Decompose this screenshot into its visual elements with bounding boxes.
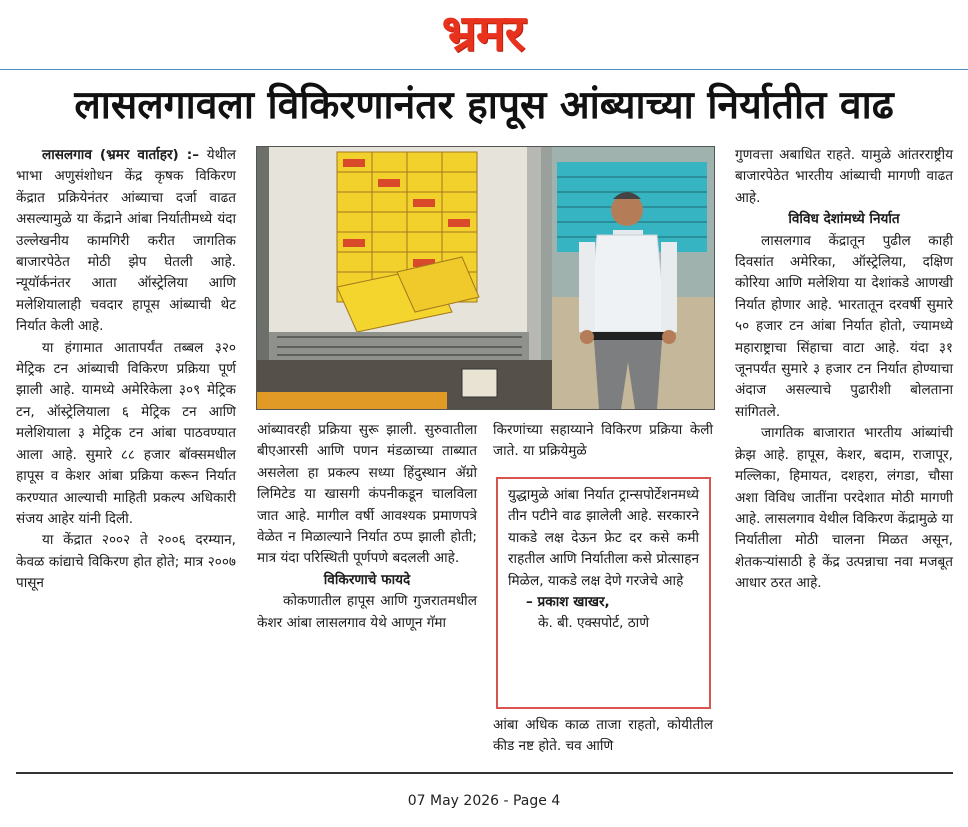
article-column-3-continued bbox=[493, 715, 713, 758]
page-footer: 07 May 2026 - Page 4 bbox=[407, 793, 561, 809]
photo-illustration bbox=[257, 147, 714, 409]
page-divider bbox=[16, 772, 953, 774]
paragraph: लासलगाव केंद्रातून पुढील काही दिवसांत अमेरिका, ऑस्ट्रेलिया, दक्षिण कोरिया आणि मलेशिया या देशांकडे आणखी निर्यात होणार आहे. भारतातून दरवर्षी सुमारे ५० हजार टन आंबा निर्यात होतो, ज्यामध्ये महाराष्ट्राचा सिंहाचा वाटा आहे. यंदा ३१ जूनपर्यंत सुमारे ३ हजार टन निर्यात होण्याचा अंदाज असल्याचे पुढारीशी बोलताना सांगितले. bbox=[735, 232, 953, 420]
paragraph: या केंद्रात २००२ ते २००६ दरम्यान, केवळ कांद्याचे विकिरण होत होते; मात्र २००७ पासून bbox=[16, 532, 236, 592]
subheading-benefits: विकिरणाचे फायदे bbox=[323, 571, 411, 588]
lead-text: येथील भाभा अणुसंशोधन केंद्र कृषक विकिरण केंद्रात प्रक्रियेनंतर आंब्याचा दर्जा वाढत असल्यामुळे या केंद्राने आंबा निर्यातीमध्ये यंदा उल्लेखनीय कामगिरी करीत जागतिक बाजारपेठेत मोठी झेप घेतली आहे. न्यूयॉर्कनंतर आता ऑस्ट्रेलिया आणि मलेशियालाही चवदार हापूस आंब्याची थेट निर्यात केली आहे. bbox=[16, 147, 236, 335]
logo-text: भ्रमर bbox=[441, 4, 525, 62]
paragraph: या हंगामात आतापर्यंत तब्बल ३२० मेट्रिक टन आंब्याची विकिरण प्रक्रिया पूर्ण झाली आहे. यामध्ये अमेरिकेला ३०९ मेट्रिक टन, ऑस्ट्रेलियाला ६ मेट्रिक टन आणि मलेशियाला ३ मेट्रिक टन आंबा पाठवण्यात आला आहे. सुमारे ८८ हजार बॉक्समधील हापूस व केशर आंबा प्रक्रिया करून निर्यात करण्यात आल्याची माहिती प्रकल्प अधिकारी संजय आहेर यांनी दिली. bbox=[16, 339, 236, 527]
article-column-1 bbox=[16, 145, 236, 595]
paragraph: आंबा अधिक काळ ताजा राहतो, कोयीतील कीड नष्ट होते. चव आणि bbox=[493, 717, 713, 755]
quote-company: के. बी. एक्सपोर्ट, ठाणे bbox=[538, 615, 650, 632]
lead-paragraph bbox=[16, 145, 236, 338]
paragraph: गुणवत्ता अबाधित राहते. यामुळे आंतरराष्ट्रीय बाजारपेठेत भारतीय आंब्याची मागणी वाढत आहे. bbox=[735, 147, 953, 206]
paragraph: कोकणातील हापूस आणि गुजरातमधील केशर आंबा लासलगाव येथे आणून गॅमा bbox=[257, 593, 477, 631]
masthead-divider bbox=[0, 69, 968, 70]
pull-quote-box bbox=[496, 477, 711, 709]
article-column-2 bbox=[257, 420, 477, 634]
article-headline: लासलगावला विकिरणानंतर हापूस आंब्याच्या निर्यातीत वाढ bbox=[74, 83, 894, 128]
quote-text: युद्धामुळे आंबा निर्यात ट्रान्सपोर्टेशनमध्ये तीन पटीने वाढ झालेली आहे. सरकारने याकडे लक्ष देऊन फ्रेट दर कसे कमी राहतील आणि निर्यातीला कसे प्रोत्साहन मिळेल, याकडे लक्ष देणे गरजेचे आहे bbox=[508, 487, 699, 589]
paragraph: आंब्यावरही प्रक्रिया सुरू झाली. सुरुवातीला बीएआरसी आणि पणन मंडळाच्या ताब्यात असलेला हा प्रकल्प सध्या हिंदुस्थान ॲग्रो लिमिटेड या खासगी कंपनीकडून चालविला जात आहे. मागील वर्षी आवश्यक प्रमाणपत्रे वेळेत न मिळाल्याने निर्यात ठप्प झाली होती; मात्र यंदा परिस्थिती पूर्णपणे बदलली आहे. bbox=[257, 422, 477, 567]
masthead-logo bbox=[383, 4, 583, 62]
article-column-3 bbox=[493, 420, 713, 463]
paragraph: जागतिक बाजारात भारतीय आंब्यांची क्रेझ आहे. हापूस, केशर, बदाम, राजापूर, मल्लिका, हिमायत, दशहरा, लंगडा, चौसा अशा विविध जातींना परदेशात मोठी मागणी आहे. लासलगाव येथील विकिरण केंद्रामुळे या निर्यातीला मोठी चालना मिळत असून, शेतकऱ्यांसाठी हे केंद्र उत्पन्नाचा नवा मजबूत आधार ठरत आहे. bbox=[735, 425, 953, 592]
paragraph: किरणांच्या सहाय्याने विकिरण प्रक्रिया केली जाते. या प्रक्रियेमुळे bbox=[493, 422, 713, 460]
subheading-export: विविध देशांमध्ये निर्यात bbox=[788, 211, 900, 228]
article-photo bbox=[256, 146, 715, 410]
byline: लासलगाव (भ्रमर वार्ताहर) :– bbox=[42, 147, 200, 163]
quote-author: – प्रकाश खाखर, bbox=[526, 594, 610, 611]
article-column-4 bbox=[735, 145, 953, 595]
